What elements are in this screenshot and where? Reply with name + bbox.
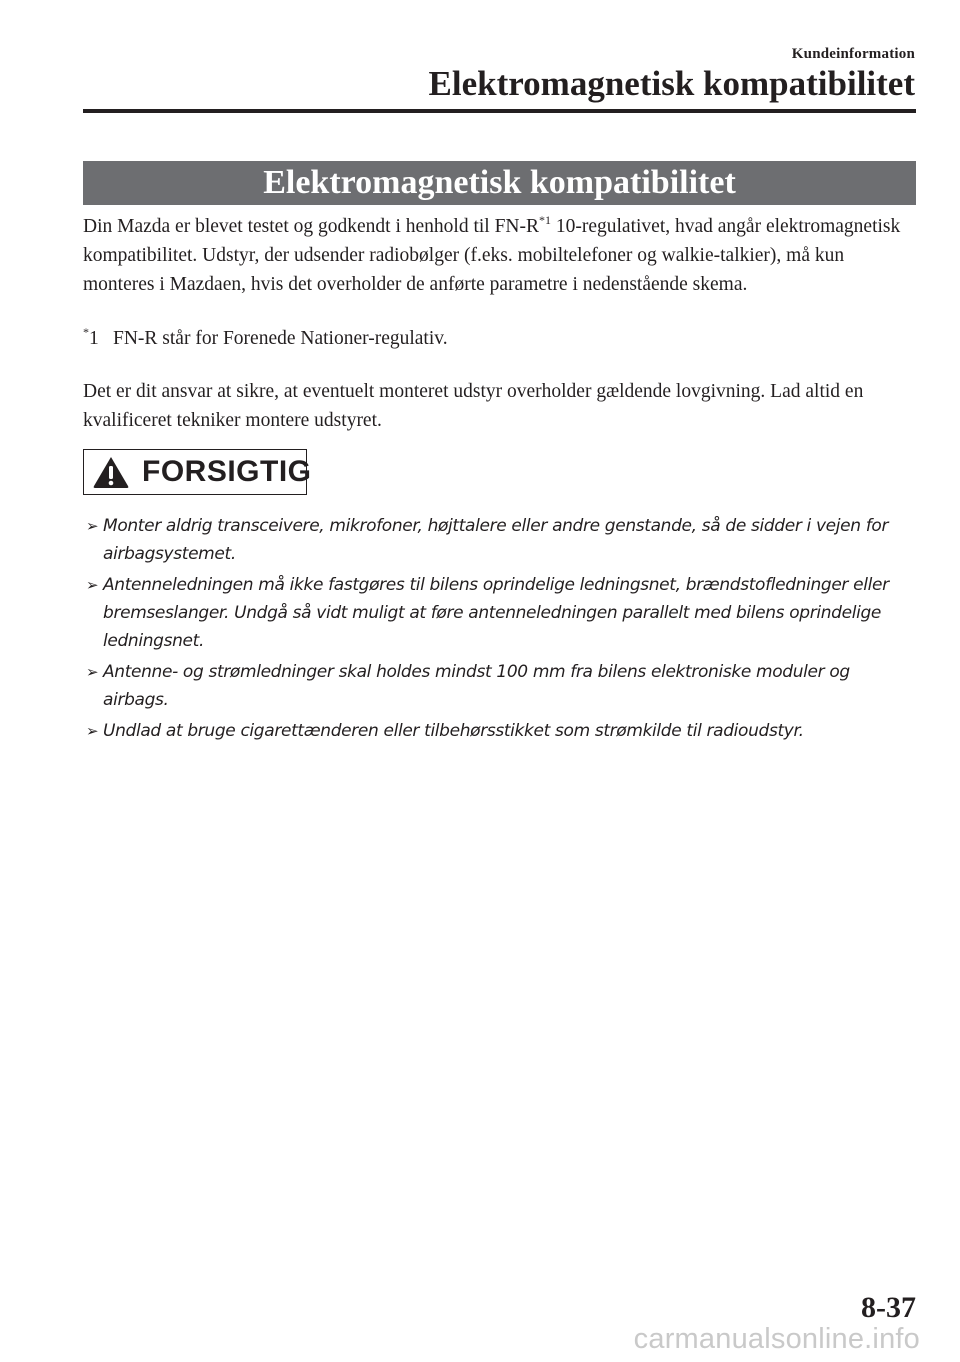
list-item-text: Undlad at bruge cigarettænderen eller tilbehørsstikket som strømkilde til radioudstyr.	[103, 721, 804, 741]
list-item	[86, 571, 918, 655]
warning-triangle-icon	[92, 455, 130, 489]
footnote-number: 1	[89, 328, 99, 349]
list-item-text: Antenneledningen må ikke fastgøres til bilens oprindelige ledningsnet, brændstofledninger eller bremseslanger. Undgå så vidt muligt at føre antenneledningen parallelt med bilens oprindelige ledningsnet.	[103, 575, 889, 651]
watermark: carmanualsonline.info	[633, 1323, 920, 1355]
header-divider	[83, 109, 916, 113]
section-heading: Elektromagnetisk kompatibilitet	[83, 161, 916, 205]
footnote-reference: *1	[539, 212, 551, 227]
list-item-text: Antenne- og strømledninger skal holdes mindst 100 mm fra bilens elektroniske moduler og airbags.	[103, 662, 850, 710]
footnote-star: *	[83, 324, 89, 339]
list-item	[86, 717, 918, 745]
list-item	[86, 512, 918, 568]
arrow-bullet-icon: ➢	[86, 576, 99, 594]
intro-paragraph	[83, 212, 918, 299]
caution-list	[86, 512, 918, 748]
list-item-text: Monter aldrig transceivere, mikrofoner, højttalere eller andre genstande, så de sidder i vejen for airbagsystemet.	[103, 516, 889, 564]
page-header-title: Elektromagnetisk kompatibilitet	[428, 64, 915, 103]
caution-label: FORSIGTIG	[142, 455, 312, 488]
arrow-bullet-icon: ➢	[86, 517, 99, 535]
intro-text-end: 10-regulativet, hvad angår elektromagnetisk kompatibilitet. Udstyr, der udsender radiobølger (f.eks. mobiltelefoner og walkie-talkier), må kun monteres i Mazdaen, hvis det overholder de anførte parametre i nedenstående skema.	[83, 216, 901, 295]
footnote-text: FN-R står for Forenede Nationer-regulativ.	[113, 328, 448, 349]
footnote	[83, 324, 918, 353]
responsibility-paragraph: Det er dit ansvar at sikre, at eventuelt monteret udstyr overholder gældende lovgivning. Lad altid en kvalificeret tekniker montere udstyret.	[83, 381, 864, 431]
arrow-bullet-icon: ➢	[86, 663, 99, 681]
footnote-marker	[83, 324, 113, 353]
intro-text-start: Din Mazda er blevet testet og godkendt i henhold til FN-R	[83, 216, 539, 237]
arrow-bullet-icon: ➢	[86, 722, 99, 740]
list-item	[86, 658, 918, 714]
caution-header	[83, 449, 312, 495]
page-number: 8-37	[861, 1291, 916, 1324]
chapter-label: Kundeinformation	[791, 46, 915, 62]
